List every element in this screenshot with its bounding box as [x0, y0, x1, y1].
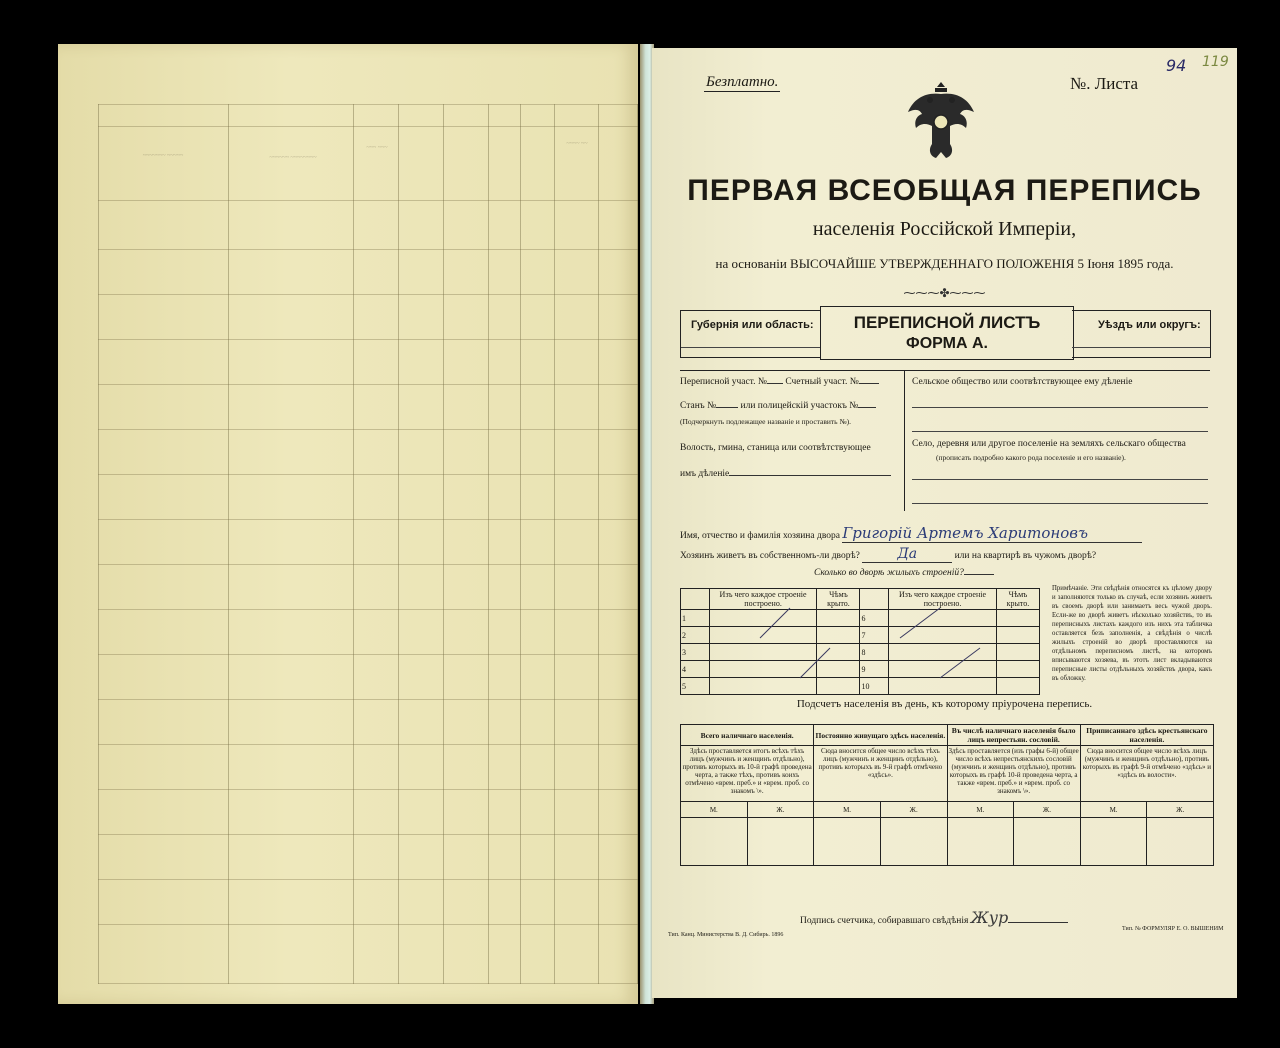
printer-footer-left: Тип. Канц. Министерства В. Д. Сибирь. 1896 — [668, 932, 784, 938]
ghost-text: ~~~~~~ ~~~~~~~~ — [269, 155, 317, 161]
rural-society-field: Сельское общество или соотвѣтствующее ему дѣленіе — [912, 377, 1133, 387]
ornament-divider: ⁓⁓⁓✤⁓⁓⁓ — [903, 286, 986, 300]
signature-field — [800, 908, 1068, 927]
lives-alt-label: или на квартирѣ въ чужомъ дворѣ? — [954, 551, 1097, 561]
buildings-col-roof: Чѣмъ крыто. — [817, 589, 860, 610]
signature-value: Жур — [970, 908, 1009, 927]
form-subtitle: ФОРМА А. — [906, 335, 988, 352]
stan-note: (Подчеркнуть подлежащее названіе и проставить №). — [680, 417, 851, 426]
summary-head-total: Всего наличнаго населенія. — [681, 725, 814, 746]
imperial-eagle-icon — [906, 78, 976, 160]
buildings-row-num: 7 — [860, 627, 889, 644]
census-subtitle: населенія Россійской Имперіи, — [812, 218, 1077, 240]
lives-field — [680, 546, 1210, 563]
summary-body-peasant: Сюда вносится общее число всѣхъ лицъ (мужчинъ и женщинъ отдѣльно), противъ которыхъ въ графѣ 9-й отмѣчено «здѣсь» и «здѣсь въ волости». — [1080, 746, 1213, 802]
owner-label: Имя, отчество и фамилія хозяина двора — [680, 531, 840, 541]
volost-field-2: имъ дѣленіе — [680, 469, 900, 479]
village-field: Село, деревня или другое поселеніе на земляхъ сельскаго общества — [912, 439, 1186, 449]
buildings-note: Примѣчаніе. Эти свѣдѣнія относятся къ цѣлому двору и заполняются только въ случаѣ, если хозяинъ живетъ въ своемъ дворѣ или занимаетъ весь чужой дворъ. Если-же во дворѣ живетъ нѣсколько хозяйствъ, то въ переписныхъ листахъ каждого изъ нихъ эта табличка оставляется безъ заполненія, а свѣдѣнія о числѣ жилыхъ строеній во дворѣ проставляются на отдѣльномъ переписномъ листѣ, на которомъ вписываются хозяева, въ этотъ лист вкладываются переписные листы отдѣльныхъ хозяйствъ двора, какъ въ обложку. — [1052, 585, 1212, 682]
summary-head-resident: Постоянно живущаго здѣсь населенія. — [814, 725, 947, 746]
buildings-col-material-2: Изъ чего каждое строеніе построено. — [889, 589, 997, 610]
buildings-row-num: 9 — [860, 661, 889, 678]
strike-marks — [680, 588, 1040, 688]
buildings-row-num: 1 — [681, 610, 710, 627]
signature-label: Подпись счетчика, собиравшаго свѣдѣнія — [800, 916, 969, 926]
summary-head-non-peasant: Въ числѣ наличнаго населенія было лицъ непрестьян. сословій. — [947, 725, 1080, 746]
province-box — [680, 310, 821, 358]
sheet-number-label: №. Листа — [1070, 74, 1139, 93]
owner-value: Григорій Артемъ Харитоновъ — [842, 524, 1142, 543]
form-title: ПЕРЕПИСНОЙ ЛИСТЪ — [853, 313, 1041, 332]
census-form-page — [652, 48, 1237, 998]
buildings-row-num: 6 — [860, 610, 889, 627]
village-note: (прописать подробно какого рода поселеніе и его названіе). — [936, 453, 1126, 462]
left-page-grid — [98, 104, 638, 984]
free-label: Безплатно. — [706, 74, 779, 90]
owner-field — [680, 524, 1210, 543]
census-title: ПЕРВАЯ ВСЕОБЩАЯ ПЕРЕПИСЬ — [687, 174, 1202, 207]
form-title-box — [820, 306, 1074, 360]
location-section — [680, 370, 1210, 511]
buildings-row-num: 5 — [681, 678, 710, 695]
buildings-row-num: 3 — [681, 644, 710, 661]
summary-body-non-peasant: Здѣсь проставляется (изъ графы 6-й) общее число всѣхъ непрестьянскихъ сословій (мужчинъ и женщинъ отдѣльно), противъ которыхъ въ графѣ 10-й проведена черта, а также «врем. преб.» и «врем. проб. со знакомъ \». — [947, 746, 1080, 802]
sheet-number — [1070, 54, 1229, 94]
district-label: Уѣздъ или округъ: — [1098, 319, 1201, 331]
buildings-row-num: 4 — [681, 661, 710, 678]
summary-table: Всего наличнаго населенія. Постоянно живущаго здѣсь населенія. Въ числѣ наличнаго населенія было лицъ непрестьян. сословій. Приписаннаго здѣсь крестьянскаго населенія. Здѣсь проставляется итогъ всѣхъ тѣхъ лицъ (мужчинъ и женщинъ отдѣльно), противъ которыхъ въ 10-й графѣ проведена черта, а также тѣхъ, противъ коихъ отмѣчено «врем. преб.» и «врем. проб. со знакомъ \». Сюда вносится общее число всѣхъ тѣхъ лицъ (мужчинъ и женщинъ отдѣльно), противъ которыхъ въ 9-й графѣ отмѣчено «здѣсь». Здѣсь проставляется (изъ графы 6-й) общее число всѣхъ непрестьянскихъ сословій (мужчинъ и женщинъ отдѣльно), противъ которыхъ въ графѣ 10-й проведена черта, а также «врем. преб.» и «врем. проб. со знакомъ \». Сюда вносится общее число всѣхъ лицъ (мужчинъ и женщинъ отдѣльно), противъ которыхъ въ графѣ 9-й отмѣчено «здѣсь» и «здѣсь въ волости». М. Ж. М. Ж. М. Ж. М. Ж. — [680, 724, 1214, 866]
summary-body-total: Здѣсь проставляется итогъ всѣхъ тѣхъ лицъ (мужчинъ и женщинъ отдѣльно), противъ которыхъ въ 10-й графѣ проведена черта, а также тѣхъ, противъ коихъ отмѣчено «врем. преб.» и «врем. проб. со знакомъ \». — [681, 746, 814, 802]
ghost-text: ~~~ ~~~ — [366, 145, 388, 151]
lives-value: Да — [862, 546, 952, 563]
printer-footer-right: Тип. № ФОРМУЛЯР Е. О. ВЫШЕНИМ — [1122, 926, 1224, 932]
stan-field: Станъ № или полицейскій участокъ № — [680, 401, 876, 411]
left-page — [58, 44, 638, 1004]
census-basis: на основаніи ВЫСОЧАЙШЕ УТВЕРЖДЕННАГО ПОЛОЖЕНІЯ 5 Іюня 1895 года. — [715, 256, 1174, 271]
sheet-number-handwritten: 94 — [1166, 56, 1187, 75]
sheet-number-handwritten-2: 119 — [1202, 54, 1229, 70]
census-district-field: Переписной участ. № Счетный участ. № — [680, 377, 879, 387]
district-box — [1072, 310, 1211, 358]
summary-head-peasant: Приписаннаго здѣсь крестьянскаго населенія. — [1080, 725, 1213, 746]
ghost-text: ~~~~ ~~ — [566, 141, 588, 147]
buildings-question: Сколько во дворѣ жилыхъ строеній? — [814, 568, 994, 578]
ghost-text: ~~~~~~~ ~~~~~ — [142, 153, 184, 159]
lives-label: Хозяинъ живетъ въ собственномъ-ли дворѣ? — [680, 551, 860, 561]
buildings-col-roof-2: Чѣмъ крыто. — [996, 589, 1039, 610]
volost-field: Волость, гмина, станица или соотвѣтствующее — [680, 443, 871, 453]
province-label: Губернія или область: — [691, 319, 814, 331]
buildings-row-num: 2 — [681, 627, 710, 644]
summary-title: Подсчетъ населенія въ день, къ которому пріурочена перепись. — [796, 698, 1093, 710]
buildings-col-material: Изъ чего каждое строеніе построено. — [709, 589, 817, 610]
buildings-row-num: 10 — [860, 678, 889, 695]
summary-body-resident: Сюда вносится общее число всѣхъ тѣхъ лицъ (мужчинъ и женщинъ отдѣльно), противъ которыхъ въ 9-й графѣ отмѣчено «здѣсь». — [814, 746, 947, 802]
buildings-row-num: 8 — [860, 644, 889, 661]
